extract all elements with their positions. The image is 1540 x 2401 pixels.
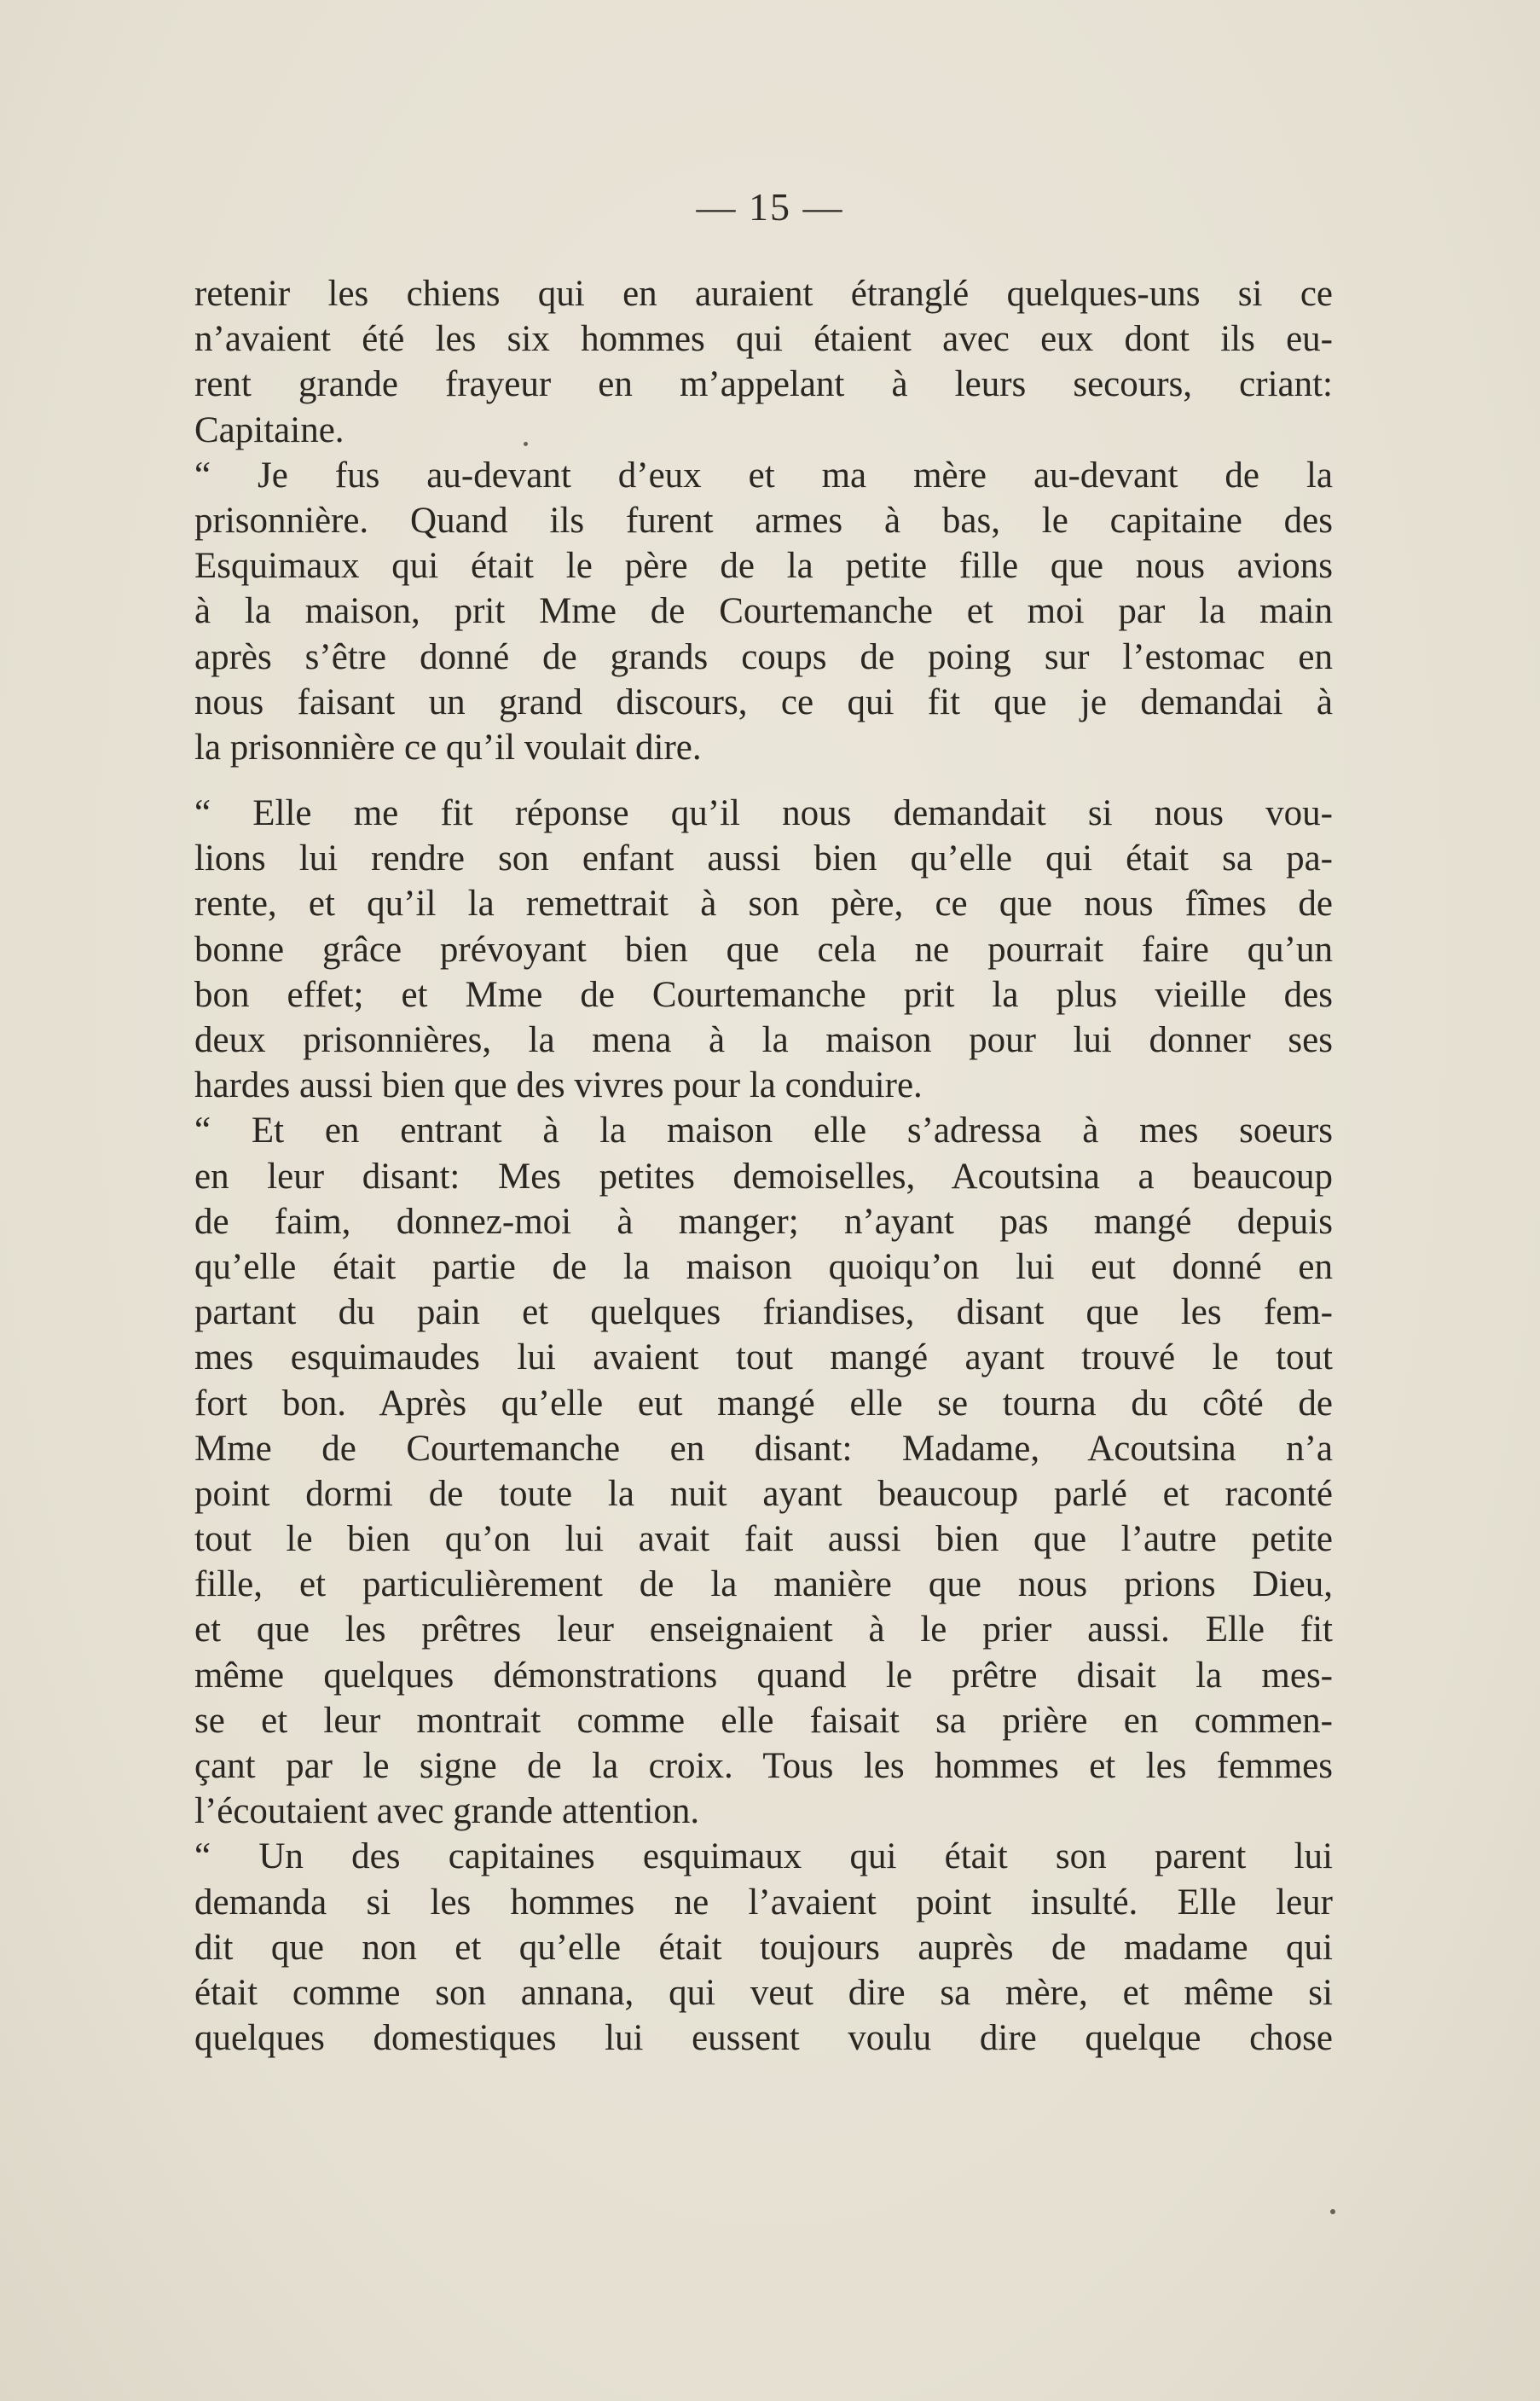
- text-line: n’avaient été les six hommes qui étaient avec eux dont ils eu-: [194, 319, 1333, 360]
- text-line: prisonnière. Quand ils furent armes à bas, le capitaine des: [194, 500, 1333, 541]
- text-line: de faim, donnez-moi à manger; n’ayant pas mangé depuis: [194, 1201, 1333, 1242]
- paragraph: [194, 791, 1333, 1108]
- text-line: l’écoutaient avec grande attention.: [194, 1791, 700, 1832]
- paragraph: [194, 453, 1333, 770]
- page-number: — 15 —: [696, 185, 844, 229]
- text-line: lions lui rendre son enfant aussi bien qu’elle qui était sa pa-: [194, 838, 1333, 879]
- text-line: rente, et qu’il la remettrait à son père, ce que nous fîmes de: [194, 884, 1333, 925]
- paragraph: [194, 1834, 1333, 2061]
- text-line: demanda si les hommes ne l’avaient point insulté. Elle leur: [194, 1882, 1333, 1923]
- text-line: tout le bien qu’on lui avait fait aussi bien que l’autre petite: [194, 1519, 1333, 1560]
- text-line: mes esquimaudes lui avaient tout mangé ayant trouvé le tout: [194, 1337, 1333, 1378]
- text-line: en leur disant: Mes petites demoiselles, Acoutsina a beaucoup: [194, 1156, 1333, 1197]
- text-line: deux prisonnières, la mena à la maison pour lui donner ses: [194, 1020, 1333, 1060]
- text-line: rent grande frayeur en m’appelant à leurs secours, criant:: [194, 364, 1333, 405]
- text-line: “ Un des capitaines esquimaux qui était son parent lui: [194, 1836, 1333, 1877]
- text-line: après s’être donné de grands coups de poing sur l’estomac en: [194, 636, 1333, 677]
- paragraph: [194, 1108, 1333, 1834]
- paragraph: [194, 271, 1333, 453]
- text-line: Capitaine.: [194, 409, 344, 450]
- text-line: fille, et particulièrement de la manière que nous prions Dieu,: [194, 1564, 1333, 1605]
- text-line: était comme son annana, qui veut dire sa mère, et même si: [194, 1972, 1333, 2013]
- text-line: “ Elle me fit réponse qu’il nous demandait si nous vou-: [194, 793, 1333, 834]
- text-line: çant par le signe de la croix. Tous les hommes et les femmes: [194, 1746, 1333, 1786]
- text-line: à la maison, prit Mme de Courtemanche et moi par la main: [194, 591, 1333, 632]
- text-line: Esquimaux qui était le père de la petite fille que nous avions: [194, 546, 1333, 587]
- text-line: la prisonnière ce qu’il voulait dire.: [194, 727, 702, 768]
- text-line: même quelques démonstrations quand le prêtre disait la mes-: [194, 1655, 1333, 1696]
- text-line: “ Je fus au-devant d’eux et ma mère au-devant de la: [194, 455, 1333, 496]
- text-line: bon effet; et Mme de Courtemanche prit la plus vieille des: [194, 974, 1333, 1015]
- text-line: se et leur montrait comme elle faisait sa prière en commen-: [194, 1700, 1333, 1741]
- text-line: point dormi de toute la nuit ayant beaucoup parlé et raconté: [194, 1473, 1333, 1514]
- ink-speck: [1330, 2209, 1335, 2214]
- ink-speck: [524, 442, 528, 446]
- text-line: et que les prêtres leur enseignaient à le prier aussi. Elle fit: [194, 1609, 1333, 1650]
- text-line: retenir les chiens qui en auraient étranglé quelques-uns si ce: [194, 274, 1333, 314]
- text-line: bonne grâce prévoyant bien que cela ne pourrait faire qu’un: [194, 929, 1333, 970]
- text-line: partant du pain et quelques friandises, disant que les fem-: [194, 1292, 1333, 1333]
- text-line: hardes aussi bien que des vivres pour la conduire.: [194, 1065, 923, 1106]
- text-line: qu’elle était partie de la maison quoiqu’on lui eut donné en: [194, 1246, 1333, 1287]
- paragraph-spacer: [194, 770, 1333, 791]
- text-line: “ Et en entrant à la maison elle s’adressa à mes soeurs: [194, 1111, 1333, 1151]
- text-line: quelques domestiques lui eussent voulu dire quelque chose: [194, 2018, 1333, 2059]
- text-line: nous faisant un grand discours, ce qui fit que je demandai à: [194, 681, 1333, 722]
- text-line: dit que non et qu’elle était toujours auprès de madame qui: [194, 1927, 1333, 1968]
- text-line: Mme de Courtemanche en disant: Madame, Acoutsina n’a: [194, 1428, 1333, 1469]
- text-line: fort bon. Après qu’elle eut mangé elle se tourna du côté de: [194, 1383, 1333, 1424]
- body-text: [194, 271, 1333, 2061]
